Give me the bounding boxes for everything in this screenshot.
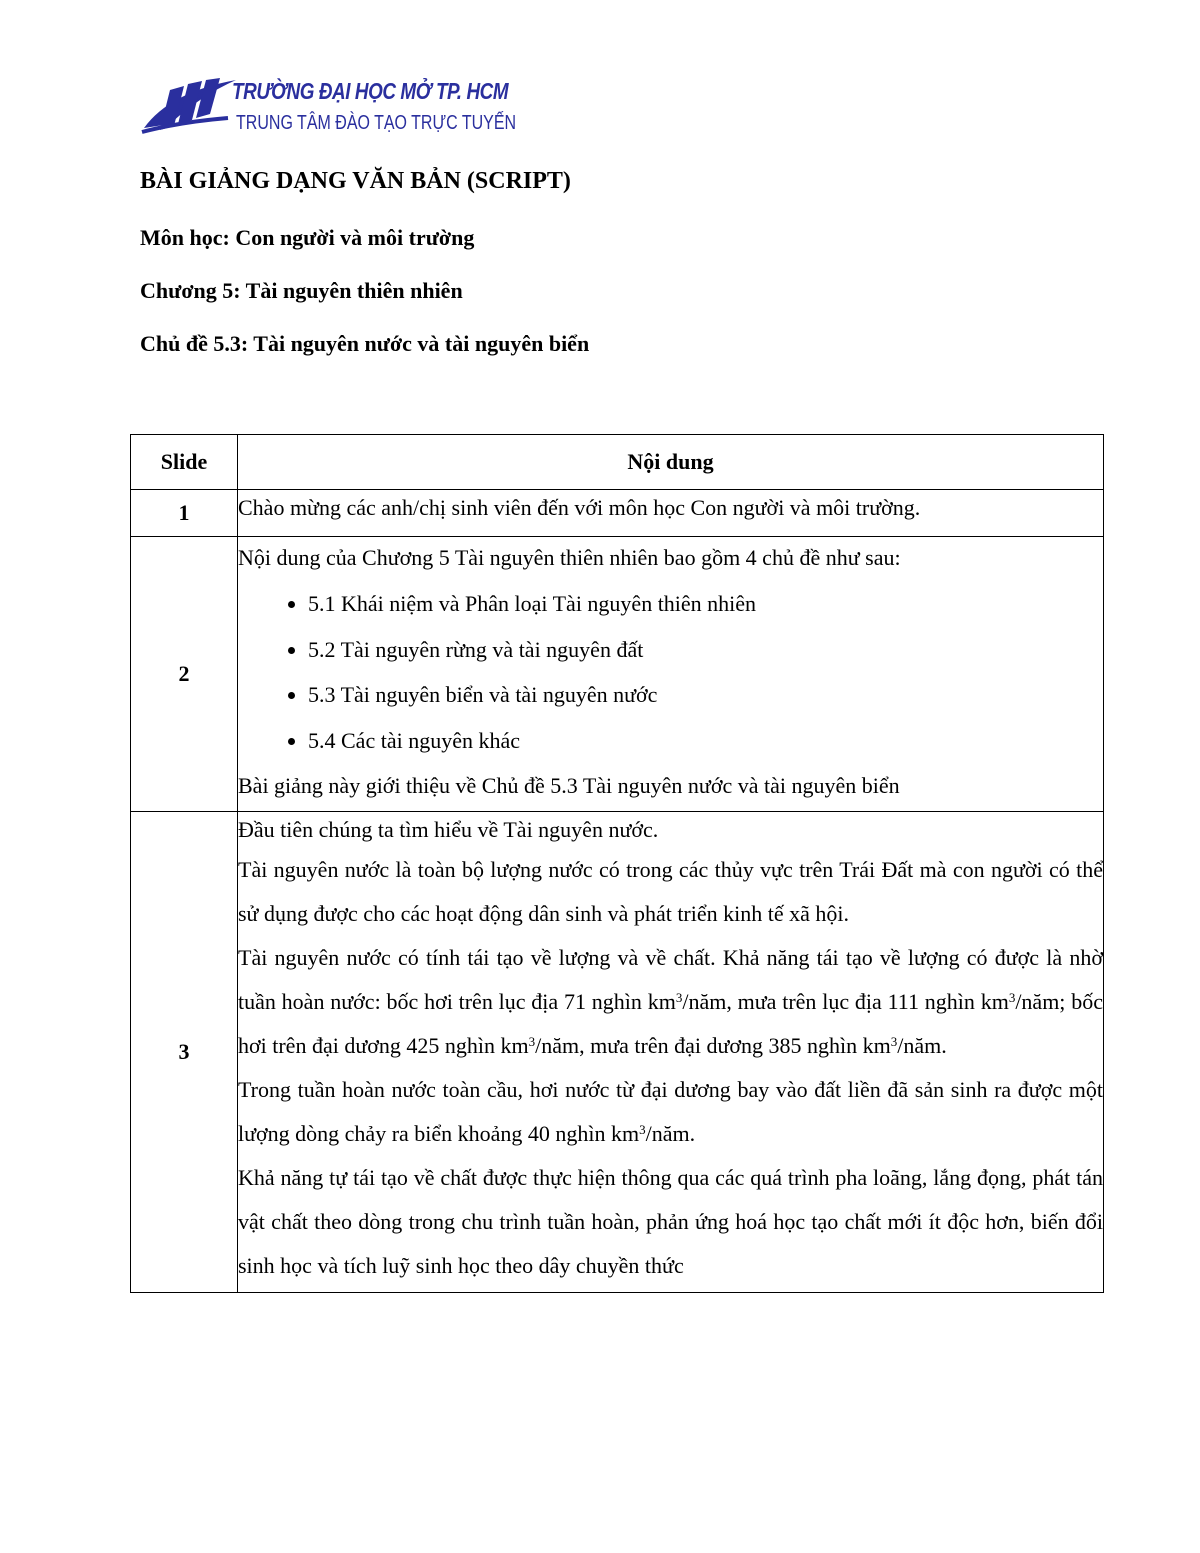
slide-content [238,537,1104,812]
list-item: • 5.2 Tài nguyên rừng và tài nguyên đất [308,627,1103,673]
paragraph: Đầu tiên chúng ta tìm hiểu về Tài nguyên nước. [238,817,659,842]
paragraph: Khả năng tự tái tạo về chất được thực hiện thông qua các quá trình pha loãng, lắng đọng, phát tán vật chất theo dòng trong chu trình tuần hoàn, phản ứng hoá học tạo chất mới ít độc hơn, biến đổi sinh học và tích luỹ sinh học theo dây chuyền thức [238,1165,1103,1278]
table-row [131,490,1104,537]
table-row [131,812,1104,1293]
list-item: • 5.3 Tài nguyên biển và tài nguyên nước [308,672,1103,718]
chapter-name: Chương 5: Tài nguyên thiên nhiên [140,278,463,303]
topic-name: Chủ đề 5.3: Tài nguyên nước và tài nguyên biển [140,331,590,356]
script-table [130,434,1104,1293]
topic-list [238,581,1103,763]
column-header-slide: Slide [131,435,238,490]
slide-number: 1 [131,490,238,537]
paragraph: Trong tuần hoàn nước toàn cầu, hơi nước từ đại dương bay vào đất liền đã sản sinh ra được một lượng dòng chảy ra biển khoảng 40 nghìn $km^3$/năm. [238,1077,1103,1146]
paragraph: Tài nguyên nước có tính tái tạo về lượng và về chất. Khả năng tái tạo về lượng có được là nhờ tuần hoàn nước: bốc hơi trên lục địa 71 nghìn $km^3$/năm, mưa trên lục địa 111 nghìn $km^3$/năm; bốc hơi trên đại dương 425 nghìn $km^3$/năm, mưa trên đại dương 385 nghìn $km^3$/năm. [238,945,1103,1058]
logo-university-name: TRƯỜNG ĐẠI HỌC MỞ TP. HCM [232,78,509,104]
slide-number: 3 [131,812,238,1293]
table-header-row [131,435,1104,490]
course-name: Môn học: Con người và môi trường [140,225,475,250]
chapter-intro: Nội dung của Chương 5 Tài nguyên thiên nhiên bao gồm 4 chủ đề như sau: [238,545,901,570]
list-item: • 5.4 Các tài nguyên khác [308,718,1103,764]
university-logo [140,72,517,142]
document-title: BÀI GIẢNG DẠNG VĂN BẢN (SCRIPT) [140,168,571,194]
slide-content [238,812,1104,1293]
lecture-intro: Bài giảng này giới thiệu về Chủ đề 5.3 Tài nguyên nước và tài nguyên biển [238,773,900,798]
table-row [131,537,1104,812]
logo-center-name: TRUNG TÂM ĐÀO TẠO TRỰC TUYẾN [236,112,517,134]
column-header-content: Nội dung [238,435,1104,490]
paragraph: Tài nguyên nước là toàn bộ lượng nước có trong các thủy vực trên Trái Đất mà con người có thể sử dụng được cho các hoạt động dân sinh và phát triển kinh tế xã hội. [238,857,1103,926]
logo-emblem-icon [140,72,240,142]
list-item: • 5.1 Khái niệm và Phân loại Tài nguyên thiên nhiên [308,581,1103,627]
slide-content: Chào mừng các anh/chị sinh viên đến với môn học Con người và môi trường. [238,490,1104,537]
slide-number: 2 [131,537,238,812]
